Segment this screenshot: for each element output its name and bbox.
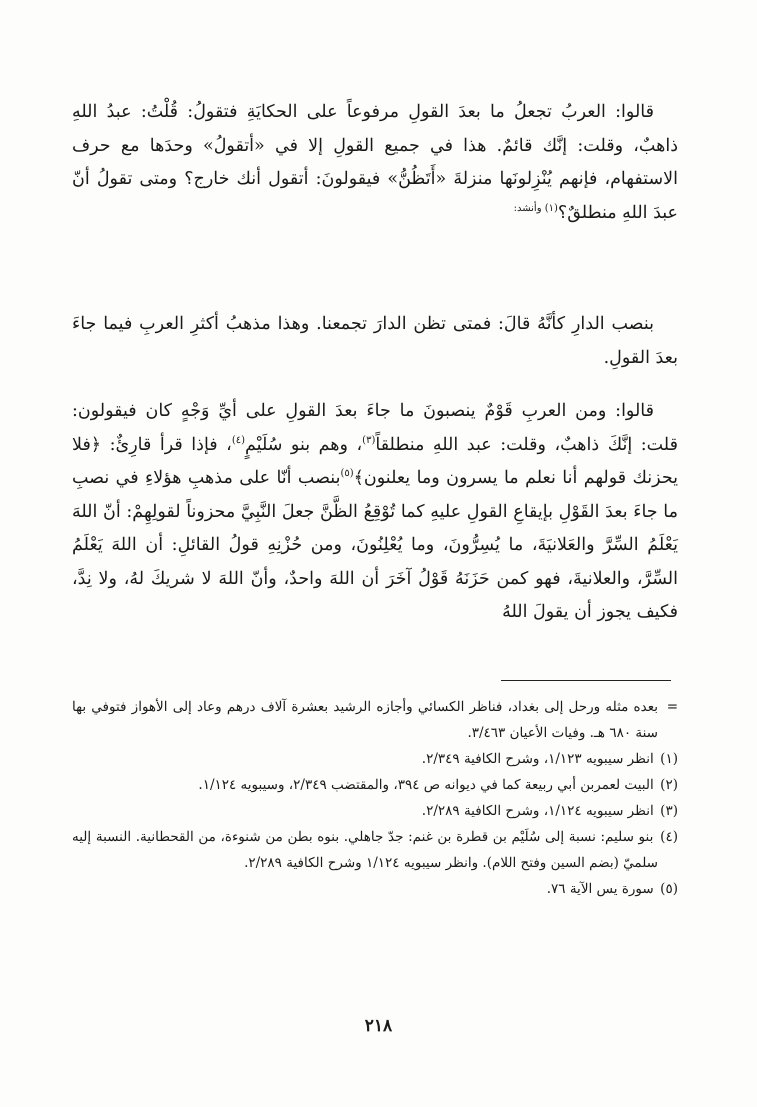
footnote-separator (501, 680, 671, 681)
footnote-3-number: (٣) (660, 803, 678, 819)
footnote-5 (72, 876, 678, 902)
footnote-2-text: البيت لعمربن أبي ربيعة كما في ديوانه ص ٣٩٤، والمقتضب ٢/٣٤٩، وسيبويه ١/١٢٤. (198, 777, 654, 793)
footnote-4 (72, 824, 678, 876)
footnote-4-text: بنو سليم: نسبة إلى سُلَيْم بن قطرة بن غنم: جدّ جاهلي. بنوه بطن من شنوءة، من القحطانية. النسبة إليه سلميّ (بضم السين وفتح اللام). وانظر سيبويه ١/١٢٤ وشرح الكافية ٢/٢٨٩. (72, 829, 658, 871)
para3-part-4: بنصب أنّا على مذهبِ هؤلاءِ في نصبِ ما جاءَ بعدَ القَوْلِ بإيقاعِ القولِ عليهِ كما تُوْقِعُ الظَّنَّ جعلَ النَّبِيَّ محزوناً لقولِهِمْ: أنّ اللهَ يَعْلَمُ السِّرَّ والعَلانيَةَ، ما يُسِرُّونَ، وما يُعْلِنُونَ، ومن حُزْنِهِ قولُ القائلِ: أن اللهَ يَعْلَمُ السِّرَّ، والعلانيةَ، فهو كمن حَزَنَهُ قَوْلُ آخَرَ أن اللهَ واحدٌ، وأنّ اللهَ لا شريكَ لهُ، ولا نِدَّ، فكيف يجوز أن يقولَ اللهُ (72, 468, 678, 622)
footnotes (72, 694, 678, 902)
footnote-1 (72, 746, 678, 772)
footnote-cont-marker: = (666, 699, 678, 715)
footnote-2-number: (٢) (660, 777, 678, 793)
footnote-1-number: (١) (660, 751, 678, 767)
footnote-continuation (72, 694, 678, 746)
footnote-3 (72, 798, 678, 824)
footnote-cont-text: بعده مثله ورحل إلى بغداد، فناظر الكسائي وأجازه الرشيد بعشرة آلاف درهم وعاد إلى الأهواز فتوفي بها سنة ٦٨٠ هـ. وفيات الأعيان ٣/٤٦٣. (72, 699, 658, 741)
paragraph-2: بنصب الدارِ كأنَّهُ قالَ: فمتى تظن الدارَ تجمعنا. وهذا مذهبُ أكثرِ العربِ فيما جاءَ بعدَ القولِ. (72, 314, 678, 368)
footnote-4-number: (٤) (660, 829, 678, 845)
para3-part-3: ، فإذا قرأ قارِئٌ: ﴿فلا يحزنك قولهم أنا نعلم ما يسرون وما يعلنون﴾ (72, 434, 678, 488)
para1-line-2: عبدُ اللهِ ذاهبٌ، وقلت: إنَّك قائمٌ. هذا في جميع القولِ إلا في «أتقولُ» وحدَها (72, 102, 678, 156)
para1-line-4: ومتى تقولُ أنّ عبدَ اللهِ منطلقٌ؟ (72, 169, 678, 223)
footnote-3-text: انظر سيبويه ١/١٢٤، وشرح الكافية ٢/٢٨٩. (421, 803, 654, 819)
para1-line-1: قالوا: العربُ تجعلُ ما بعدَ القولِ مرفوعاً على الحكايَةِ فتقولُ: قُلْتُ: (140, 102, 654, 122)
main-text-top (72, 96, 678, 230)
poem-verse (72, 256, 678, 292)
footnote-ref-3: (٣) (362, 434, 376, 446)
footnote-5-text: سورة يس الآية ٧٦. (546, 881, 654, 897)
paragraph-1 (72, 96, 678, 230)
para1-line-3: مع حرف الاستفهام، فإنهم يُنْزِلونَها منزلةَ «أَتَظُنُّ» فيقولونَ: أتقول أنك خارج؟ (72, 135, 678, 189)
para3-part-1: قالوا: ومن العربِ قَوْمٌ ينصبونَ ما جاءَ بعدَ القولِ على أيِّ وَجْهٍ كان فيقولون: قلت: إنَّكَ ذاهبٌ، وقلت: عبد اللهِ منطلقاً (72, 401, 678, 455)
footnote-1-text: انظر سيبويه ١/١٢٣، وشرح الكافية ٢/٣٤٩. (421, 751, 654, 767)
footnote-5-number: (٥) (660, 881, 678, 897)
footnote-ref-5: (٥) (340, 468, 354, 480)
footnote-ref-1: (١) وأنشد: (513, 202, 558, 214)
paragraph-3 (72, 395, 678, 630)
main-text-bottom (72, 308, 678, 630)
para3-part-2: ، وهم بنو سُلَيْمٍ (245, 434, 363, 455)
page-number: ٢١٨ (364, 1016, 393, 1036)
footnote-ref-4: (٤) (231, 434, 246, 446)
footnote-2 (72, 772, 678, 798)
